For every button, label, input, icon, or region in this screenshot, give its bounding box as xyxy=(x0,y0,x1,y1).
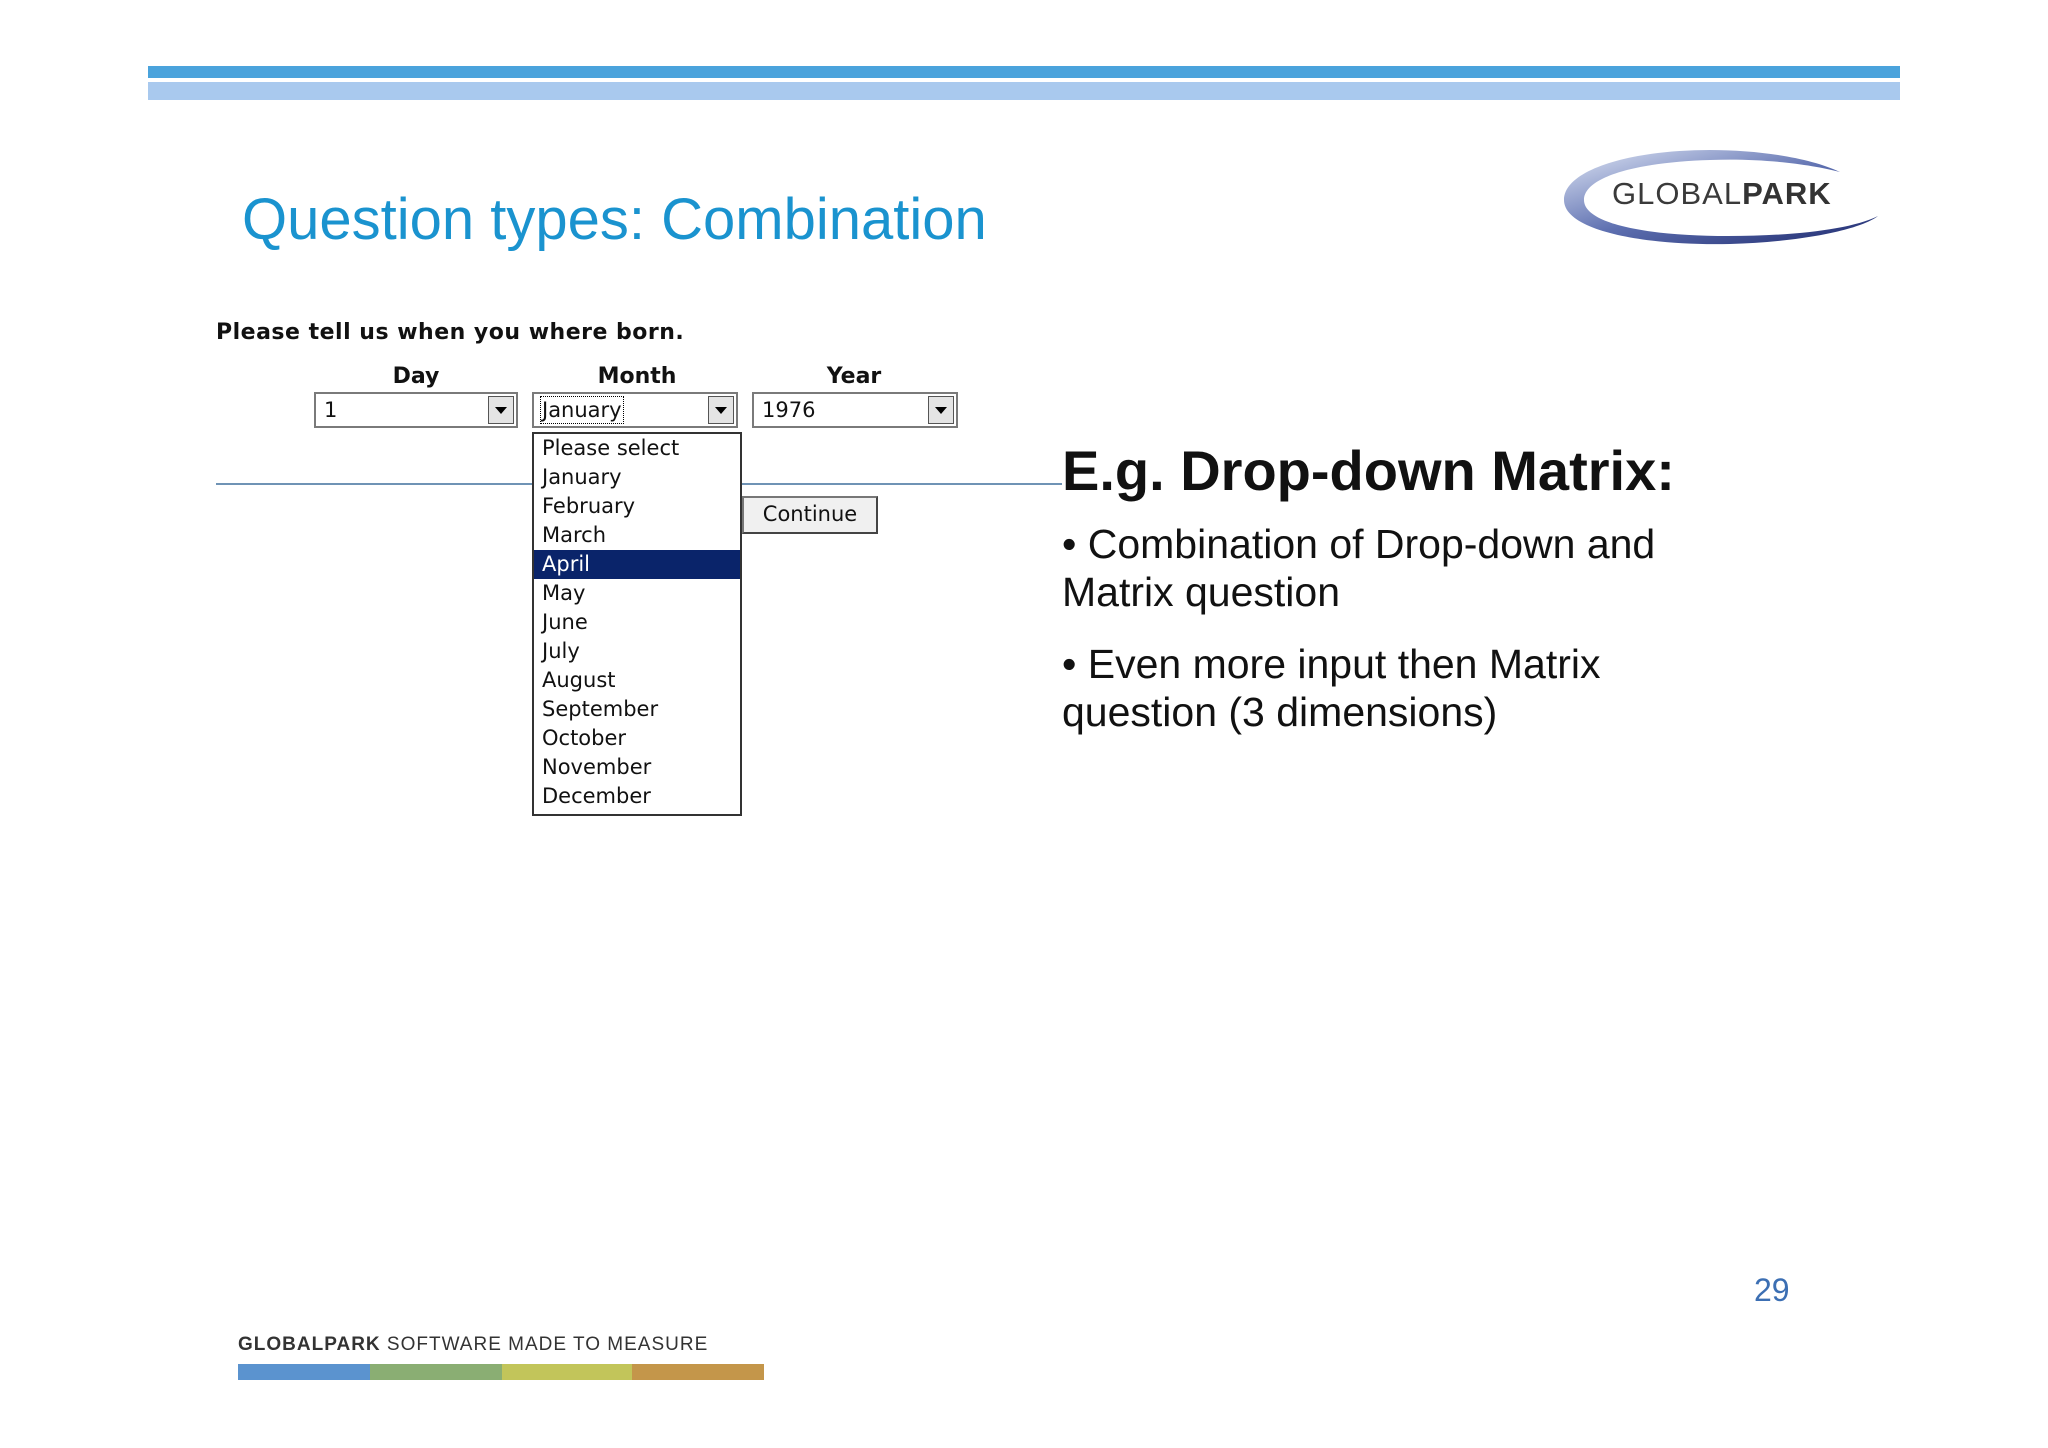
month-select-value: January xyxy=(542,398,622,422)
year-column-label: Year xyxy=(826,364,882,389)
dropdown-option[interactable]: February xyxy=(542,494,636,518)
month-chevron-down-icon[interactable] xyxy=(708,396,734,424)
year-select[interactable] xyxy=(752,392,958,428)
month-column-label: Month xyxy=(597,364,677,389)
bullet-item: • Combination of Drop-down and Matrix question xyxy=(1062,521,1656,615)
logo-wordmark: GLOBALPARK xyxy=(1612,176,1832,211)
footer-color-bar xyxy=(502,1364,632,1380)
month-dropdown-list[interactable] xyxy=(532,432,742,816)
page-number: 29 xyxy=(1754,1272,1790,1308)
dropdown-option[interactable]: August xyxy=(542,668,616,692)
footer-brand: GLOBALPARK SOFTWARE MADE TO MEASURE xyxy=(238,1334,709,1355)
content-heading: E.g. Drop-down Matrix: xyxy=(1062,439,1675,502)
year-select-value: 1976 xyxy=(762,398,816,422)
top-band-dark xyxy=(148,66,1900,78)
day-column-label: Day xyxy=(392,364,440,389)
footer-color-bar xyxy=(238,1364,370,1380)
continue-button[interactable]: Continue xyxy=(742,496,878,534)
dropdown-option[interactable]: October xyxy=(542,726,627,750)
form-divider-right xyxy=(742,483,1062,485)
dropdown-option[interactable]: September xyxy=(542,697,659,721)
form-divider-left xyxy=(216,483,532,485)
year-chevron-down-icon[interactable] xyxy=(928,396,954,424)
top-band-light xyxy=(148,82,1900,100)
dropdown-option[interactable]: January xyxy=(542,465,622,489)
footer-color-bar xyxy=(632,1364,764,1380)
bullet-item: • Even more input then Matrix question (3 dimensions) xyxy=(1062,641,1601,735)
month-select[interactable] xyxy=(532,392,738,428)
globalpark-logo xyxy=(1560,146,1882,250)
day-select[interactable] xyxy=(314,392,518,428)
day-chevron-down-icon[interactable] xyxy=(488,396,514,424)
dropdown-option[interactable]: Please select xyxy=(542,436,680,460)
slide-title: Question types: Combination xyxy=(242,187,987,252)
dropdown-option[interactable]: November xyxy=(542,755,652,779)
dropdown-option[interactable]: December xyxy=(542,784,651,808)
day-select-value: 1 xyxy=(324,398,338,422)
dropdown-option[interactable]: July xyxy=(542,639,580,663)
dropdown-option[interactable]: May xyxy=(542,581,586,605)
dropdown-option[interactable]: June xyxy=(542,610,588,634)
form-prompt: Please tell us when you where born. xyxy=(216,320,685,345)
dropdown-option[interactable]: March xyxy=(542,523,607,547)
dropdown-option-highlighted[interactable]: April xyxy=(534,550,740,579)
footer-color-bar xyxy=(370,1364,502,1380)
